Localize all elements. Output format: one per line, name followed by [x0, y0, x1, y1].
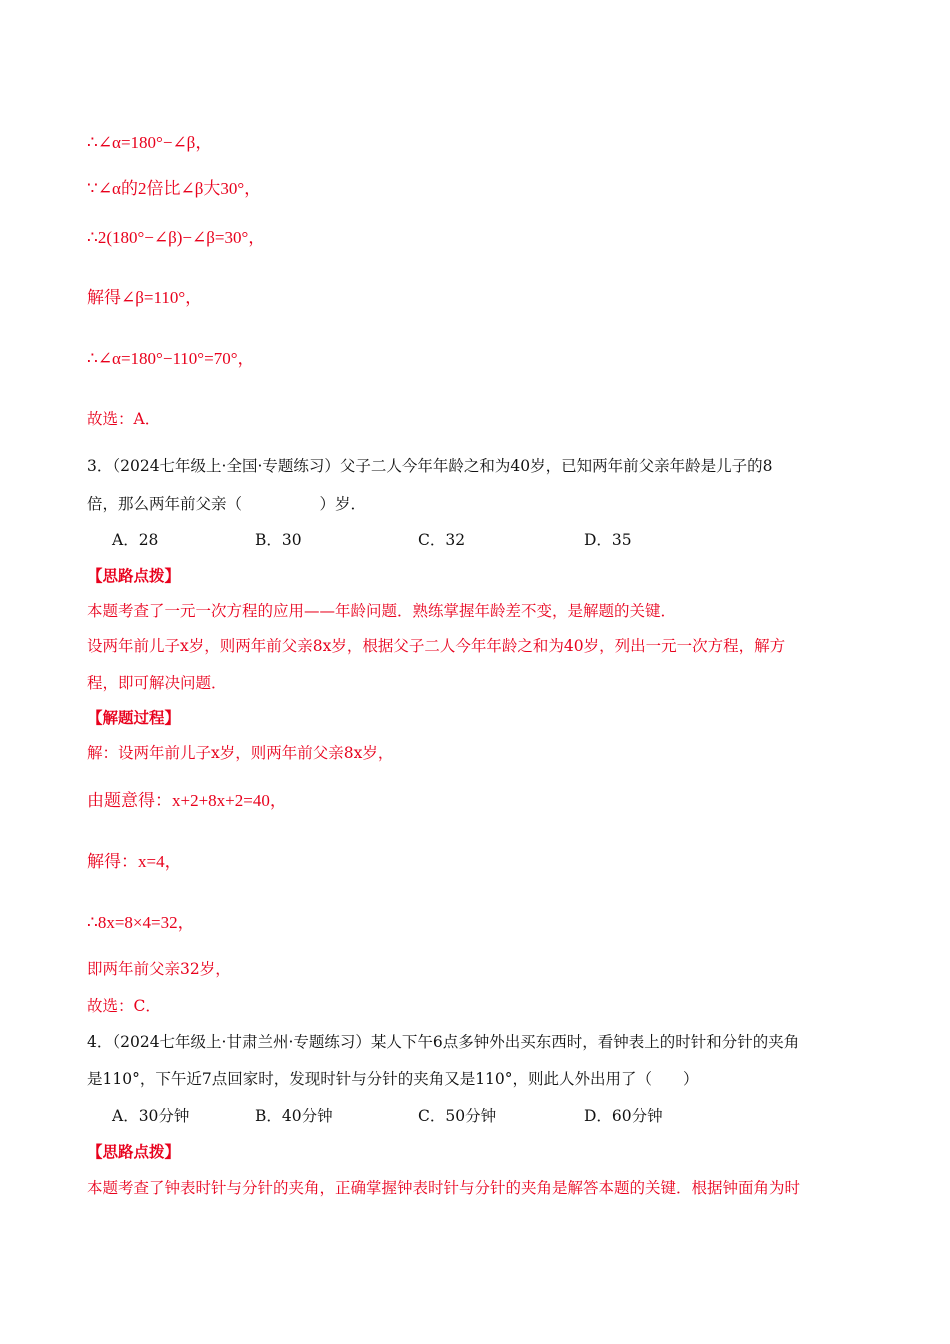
q3-option-c: C．32 — [418, 531, 466, 549]
q3-option-a: A．28 — [112, 531, 159, 549]
q4-hint-heading: 【思路点拨】 — [87, 1142, 181, 1161]
q3-solution-line-3: 解得：x=4， — [87, 852, 182, 871]
q3-solution-line-1: 解：设两年前儿子x岁，则两年前父亲8x岁， — [87, 744, 394, 762]
q4-stem-line-2: 是110°，下午近7点回家时，发现时针与分针的夹角又是110°，则此人外出用了（ ） — [87, 1070, 699, 1088]
q2-solution-line-2: ∵∠α的2倍比∠β大30°， — [87, 179, 262, 198]
q3-option-d: D．35 — [584, 531, 632, 549]
q3-hint-line-1: 本题考查了一元一次方程的应用——年龄问题．熟练掌握年龄差不变，是解题的关键． — [87, 602, 677, 620]
q3-answer: 故选：C． — [87, 997, 161, 1015]
q2-solution-line-5: ∴∠α=180°−110°=70°， — [87, 349, 255, 368]
q2-solution-line-1: ∴∠α=180°−∠β， — [87, 133, 213, 152]
q4-option-c: C．50分钟 — [418, 1107, 497, 1125]
q3-solution-line-5: 即两年前父亲32岁， — [87, 960, 231, 978]
q4-option-d: D．60分钟 — [584, 1107, 663, 1125]
q3-stem-line-1: 3．（2024七年级上·全国·专题练习）父子二人今年年龄之和为40岁，已知两年前父亲年龄是儿子的8 — [87, 457, 773, 475]
q3-hint-heading: 【思路点拨】 — [87, 566, 181, 585]
q2-answer: 故选：A． — [87, 410, 161, 428]
q3-stem-line-2: 倍，那么两年前父亲（ ）岁． — [87, 495, 367, 513]
q2-solution-line-4: 解得∠β=110°， — [87, 288, 203, 307]
q4-stem-line-1: 4．（2024七年级上·甘肃兰州·专题练习）某人下午6点多钟外出买东西时，看钟表上的时针和分针的夹角 — [87, 1033, 800, 1051]
q2-solution-line-3: ∴2(180°−∠β)−∠β=30°， — [87, 228, 266, 247]
q3-solution-heading: 【解题过程】 — [87, 708, 181, 727]
q4-hint-line-1: 本题考查了钟表时针与分针的夹角，正确掌握钟表时针与分针的夹角是解答本题的关键．根据钟面角为时 — [87, 1179, 801, 1197]
q4-option-b: B．40分钟 — [255, 1107, 333, 1125]
q3-hint-line-2: 设两年前儿子x岁，则两年前父亲8x岁，根据父子二人今年年龄之和为40岁，列出一元一次方程，解方 — [87, 637, 786, 655]
q3-hint-line-3: 程，即可解决问题． — [87, 674, 227, 692]
q3-solution-line-4: ∴8x=8×4=32， — [87, 913, 195, 932]
q3-solution-line-2: 由题意得：x+2+8x+2=40， — [87, 791, 287, 810]
q4-option-a: A．30分钟 — [112, 1107, 190, 1125]
q3-option-b: B．30 — [255, 531, 302, 549]
